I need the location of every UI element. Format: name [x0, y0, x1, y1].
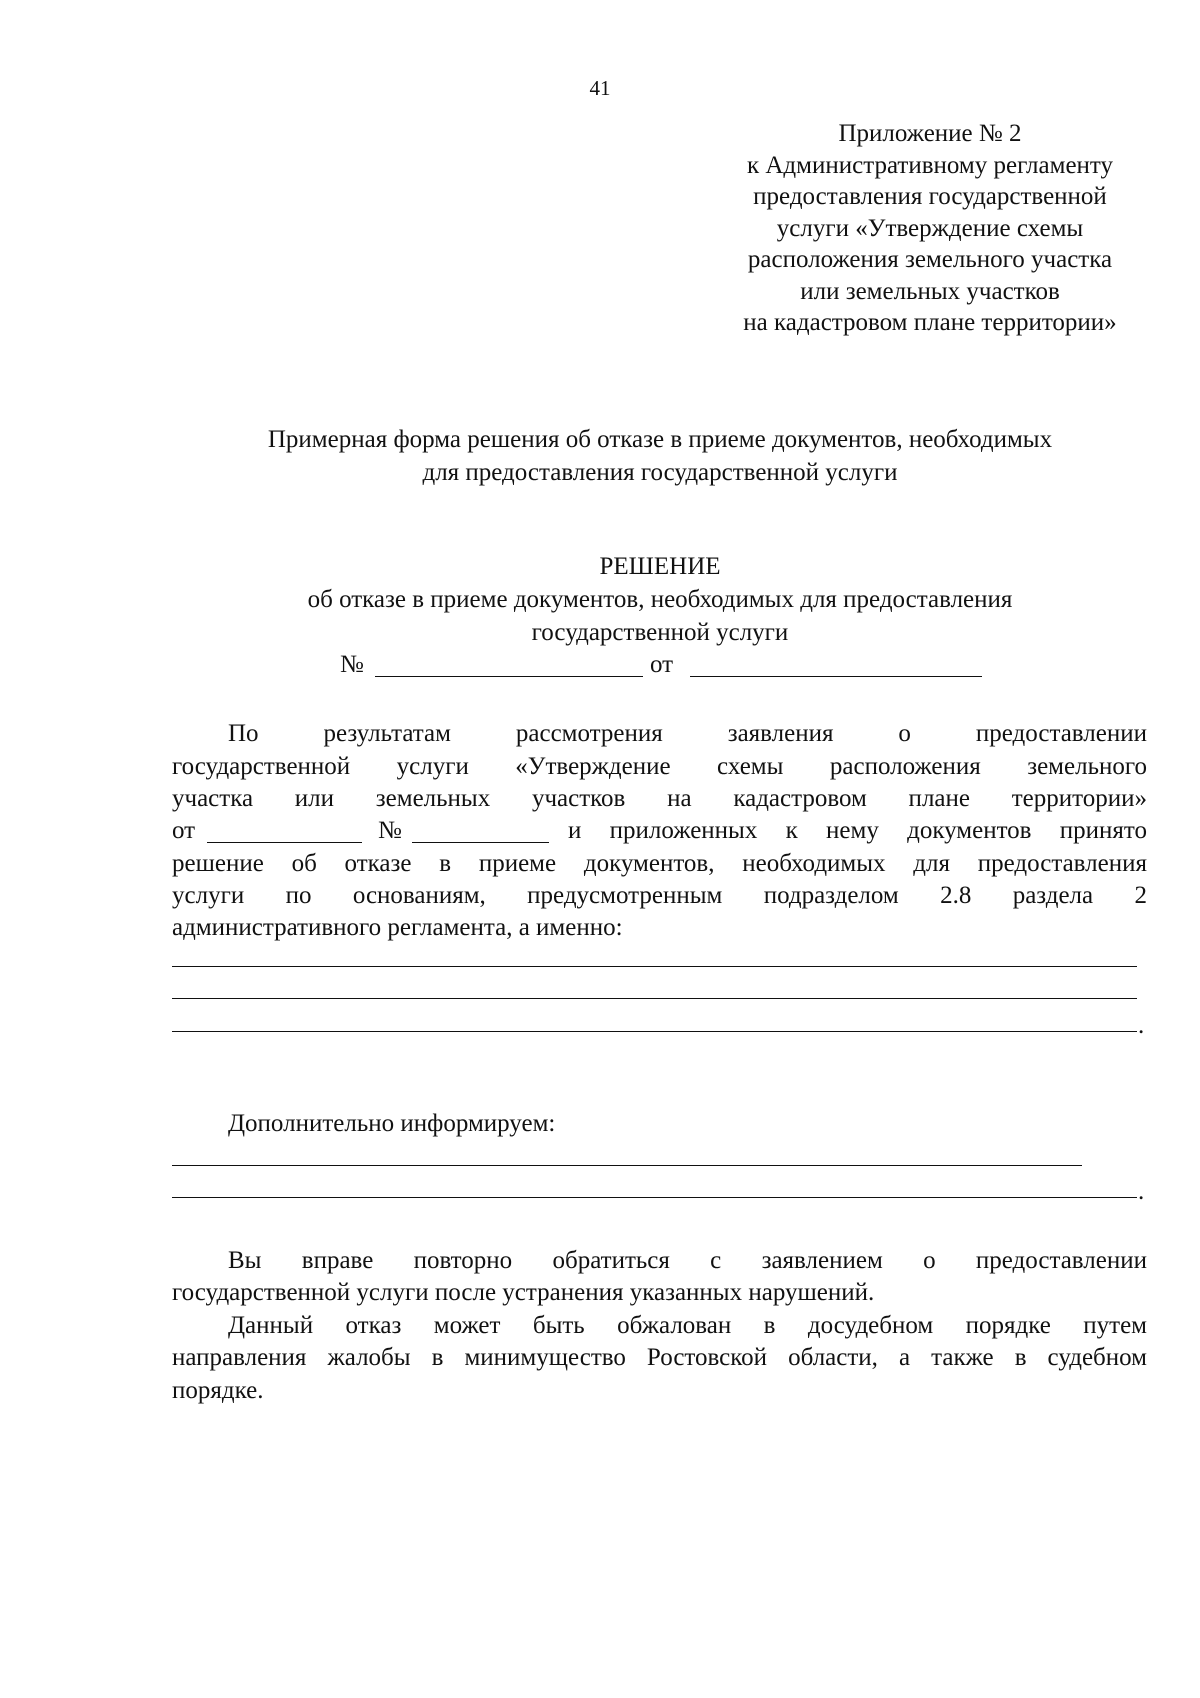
number-label: №	[378, 817, 402, 844]
paragraph-line: государственной услуги «Утверждение схемы расположения земельного	[172, 753, 1147, 780]
additional-info-label: Дополнительно информируем:	[228, 1110, 556, 1137]
paragraph-line: решение об отказе в приеме документов, необходимых для предоставления	[172, 850, 1147, 877]
form-title-line: для предоставления государственной услуги	[422, 459, 898, 486]
application-number-field[interactable]	[412, 842, 549, 843]
paragraph-line: порядке.	[172, 1377, 264, 1404]
application-date-field[interactable]	[207, 842, 362, 843]
form-title	[120, 423, 1200, 489]
number-label: №	[340, 651, 364, 678]
reason-line[interactable]	[172, 998, 1137, 999]
decision-date-field[interactable]	[690, 676, 982, 677]
reason-line[interactable]	[172, 1031, 1137, 1032]
decision-subtitle-line: об отказе в приеме документов, необходимых для предоставления	[307, 586, 1013, 613]
paragraph-line: Вы вправе повторно обратиться с заявлением о предоставлении	[228, 1247, 1147, 1274]
appendix-line: услуги «Утверждение схемы	[776, 214, 1084, 242]
appendix-header	[680, 118, 1180, 339]
appendix-line: на кадастровом плане территории»	[743, 309, 1117, 336]
additional-info-line[interactable]	[172, 1197, 1137, 1198]
decision-number-date-row	[0, 648, 1200, 681]
decision-title	[120, 550, 1200, 649]
application-reference-row	[172, 814, 1147, 847]
paragraph-line: участка или земельных участков на кадастровом плане территории»	[172, 785, 1147, 812]
paragraph-line: услуги по основаниям, предусмотренным подразделом 2.8 раздела 2	[172, 882, 1147, 909]
reason-line[interactable]	[172, 966, 1137, 967]
additional-info-line[interactable]	[172, 1165, 1082, 1166]
period: .	[1138, 1012, 1145, 1039]
paragraph-line: направления жалобы в минимущество Ростовской области, а также в судебном	[172, 1344, 1147, 1371]
appendix-line: Приложение № 2	[838, 120, 1022, 147]
form-title-line: Примерная форма решения об отказе в приеме документов, необходимых	[267, 426, 1053, 453]
appendix-line: или земельных участков	[800, 277, 1060, 305]
paragraph-line: административного регламента, а именно:	[172, 914, 623, 941]
period: .	[1138, 1178, 1145, 1205]
decision-subtitle-line: государственной услуги	[531, 619, 789, 646]
paragraph-line: По результатам рассмотрения заявления о предоставлении	[228, 720, 1147, 747]
decision-number-field[interactable]	[375, 676, 643, 677]
appendix-line: расположения земельного участка	[747, 246, 1113, 273]
paragraph-line: государственной услуги после устранения указанных нарушений.	[172, 1279, 875, 1306]
paragraph-line: Данный отказ может быть обжалован в досудебном порядке путем	[228, 1312, 1147, 1339]
decision-heading: РЕШЕНИЕ	[599, 553, 721, 580]
paragraph-line: и приложенных к нему документов принято	[568, 817, 1147, 844]
appendix-line: предоставления государственной	[753, 183, 1107, 210]
from-label: от	[172, 817, 196, 844]
page-number: 41	[589, 76, 611, 100]
date-label: от	[650, 651, 674, 678]
appendix-line: к Административному регламенту	[746, 151, 1114, 179]
